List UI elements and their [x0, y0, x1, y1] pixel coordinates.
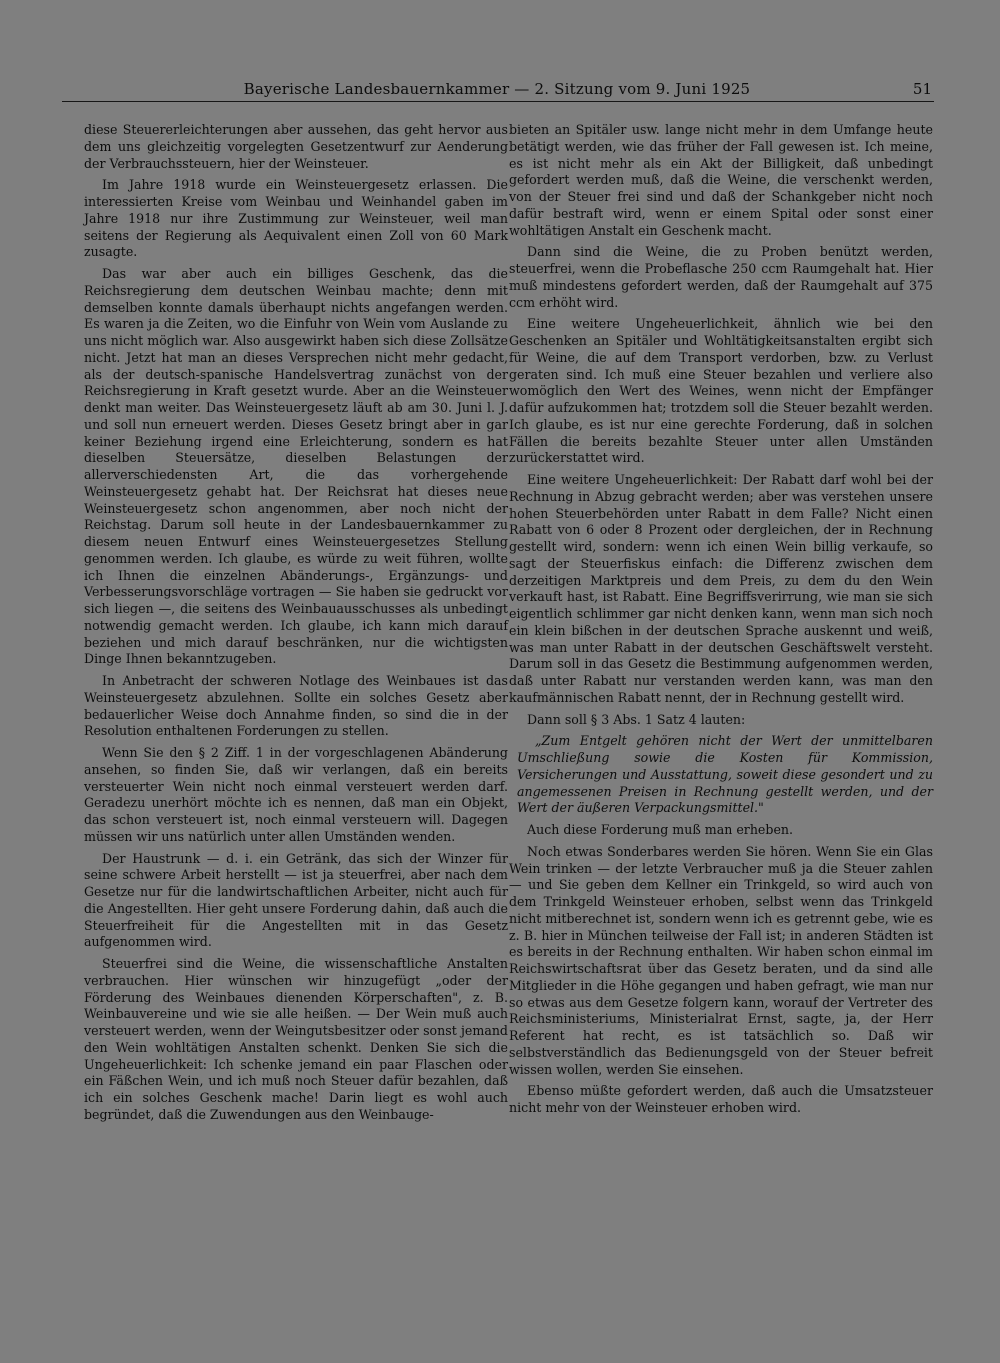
- paragraph: Noch etwas Sonderbares werden Sie hören. Wenn Sie ein Glas Wein trinken — der letzte Verbraucher muß ja die Steuer zahlen — und Sie geben dem Kellner ein Trinkgeld, so wird auch von dem Trinkgeld Weinsteuer erhoben, selbst wenn das Trinkgeld nicht mitberechnet ist, sondern wenn ich es getrennt gebe, wie es z. B. hier in München teilweise der Fall ist; in anderen Städten ist es bereits in der Rechnung enthalten. Wir haben schon einmal im Reichswirtschaftsrat über das Gesetz beraten, und da sind alle Mitglieder in die Höhe gegangen und haben gefragt, wie man nur so etwas aus dem Gesetze folgern kann, worauf der Vertreter des Reichsministeriums, Ministerialrat Ernst, sagte, ja, der Herr Referent hat recht, es ist tatsächlich so. Daß wir selbstverständlich das Bedienungsgeld von der Steuer befreit wissen wollen, werden Sie einsehen.: [509, 843, 933, 1077]
- quoted-paragraph: „Zum Entgelt gehören nicht der Wert der unmittelbaren Umschließung sowie die Kosten für Kommission, Versicherungen und Ausstattung, soweit diese gesondert und zu angemessenen Preisen in Rechnung gestellt werden, und der Wert der äußeren Verpackungsmittel.": [517, 733, 933, 816]
- paragraph: Im Jahre 1918 wurde ein Weinsteuergesetz erlassen. Die interessierten Kreise vom Weinbau und Weinhandel gaben im Jahre 1918 nur ihre Zustimmung zur Weinsteuer, weil man seitens der Regierung als Aequivalent einen Zoll von 60 Mark zusagte.: [84, 177, 508, 260]
- paragraph: Wenn Sie den § 2 Ziff. 1 in der vorgeschlagenen Abänderung ansehen, so finden Sie, daß wir verlangen, daß ein bereits versteuerter Wein nicht noch einmal versteuert werden darf. Geradezu unerhört möchte ich es nennen, daß man ein Objekt, das schon versteuert ist, noch einmal versteuern will. Dagegen müssen wir uns natürlich unter allen Umständen wenden.: [84, 745, 508, 844]
- paragraph: Eine weitere Ungeheuerlichkeit: Der Rabatt darf wohl bei der Rechnung in Abzug gebracht werden; aber was verstehen unsere hohen Steuerbehörden unter Rabatt in dem Falle? Nicht einen Rabatt von 6 oder 8 Prozent oder dergleichen, der in Rechnung gestellt wird, sondern: wenn ich einen Wein billig verkaufe, so sagt der Steuerfiskus einfach: die Differenz zwischen dem derzeitigen Marktpreis und dem Preis, zu dem du den Wein verkauft hast, ist Rabatt. Eine Begriffsverirrung, wie man sie sich eigentlich schlimmer gar nicht denken kann, wenn man sich noch ein klein bißchen in der deutschen Sprache auskennt und weiß, was man unter Rabatt in der deutschen Geschäftswelt versteht. Darum soll in das Gesetz die Bestimmung aufgenommen werden, daß unter Rabatt nur verstanden werden kann, was man den kaufmännischen Rabatt nennt, der in Rechnung gestellt wird.: [509, 472, 933, 705]
- paragraph: Der Haustrunk — d. i. ein Getränk, das sich der Winzer für seine schwere Arbeit herstellt — ist ja steuerfrei, aber nach dem Gesetze nur für die landwirtschaftlichen Arbeiter, nicht auch für die Angestellten. Hier geht unsere Forderung dahin, daß auch die Steuerfreiheit für die Angestellten mit in das Gesetz aufgenommen wird.: [84, 850, 508, 950]
- paragraph: Steuerfrei sind die Weine, die wissenschaftliche Anstalten verbrauchen. Hier wünschen wir hinzugefügt „oder der Förderung des Weinbaues dienenden Körperschaften", z. B. Weinbauvereine und wie sie alle heißen. — Der Wein muß auch versteuert werden, wenn der Weingutsbesitzer oder sonst jemand den Wein wohltätigen Anstalten schenkt. Denken Sie sich die Ungeheuerlichkeit: Ich schenke jemand ein paar Flaschen oder ein Fäßchen Wein, und ich muß noch Steuer dafür bezahlen, daß ich ein solches Geschenk mache! Darin liegt es wohl auch begründet, daß die Zuwendungen aus den Weinbauge-: [84, 956, 508, 1122]
- paragraph: Dann sind die Weine, die zu Proben benützt werden, steuerfrei, wenn die Probeflasche 250 ccm Raumgehalt hat. Hier muß mindestens gefordert werden, daß der Raumgehalt auf 375 ccm erhöht wird.: [509, 244, 933, 310]
- paragraph: In Anbetracht der schweren Notlage des Weinbaues ist das Weinsteuergesetz abzulehnen. Sollte ein solches Gesetz aber bedauerlicher Weise doch Annahme finden, so sind die in der Resolution enthaltenen Forderungen zu stellen.: [84, 673, 508, 739]
- right-column: [509, 122, 933, 1122]
- paragraph: Auch diese Forderung muß man erheben.: [527, 822, 794, 837]
- paragraph: Ebenso müßte gefordert werden, daß auch die Umsatzsteuer nicht mehr von der Weinsteuer erhoben wird.: [509, 1083, 933, 1115]
- paragraph: Das war aber auch ein billiges Geschenk, das die Reichsregierung dem deutschen Weinbau machte; denn mit demselben konnte damals überhaupt nichts angefangen werden. Es waren ja die Zeiten, wo die Einfuhr von Wein vom Auslande zu uns nicht möglich war. Also ausgewirkt haben sich diese Zollsätze nicht. Jetzt hat man an dieses Versprechen nicht mehr gedacht, als der deutsch-spanische Handelsvertrag zunächst von der Reichsregierung in Kraft gesetzt wurde. Aber an die Weinsteuer denkt man weiter. Das Weinsteuergesetz läuft ab am 30. Juni l. J. und soll nun erneuert werden. Dieses Gesetz bringt aber in gar keiner Beziehung irgend eine Erleichterung, sondern es hat dieselben Steuersätze, dieselben Belastungen der allerverschiedensten Art, die das vorhergehende Weinsteuergesetz gehabt hat. Der Reichsrat hat dieses neue Weinsteuergesetz schon angenommen, aber noch nicht der Reichstag. Darum soll heute in der Landesbauernkammer zu diesem neuen Entwurf eines Weinsteuergesetzes Stellung genommen werden. Ich glaube, es würde zu weit führen, wollte ich Ihnen die einzelnen Abänderungs-, Ergänzungs- und Verbesserungsvorschläge vortragen — Sie haben sie gedruckt vor sich liegen —, die seitens des Weinbauausschusses als unbedingt notwendig gemacht werden. Ich glaube, ich kann mich darauf beziehen und mich darauf beschränken, nur die wichtigsten Dinge Ihnen bekanntzugeben.: [84, 266, 508, 667]
- paragraph: Dann soll § 3 Abs. 1 Satz 4 lauten:: [527, 711, 746, 727]
- header-rule: [62, 101, 934, 102]
- running-header: [62, 80, 932, 100]
- left-column: [84, 122, 508, 1129]
- paragraph: bieten an Spitäler usw. lange nicht mehr in dem Umfange heute betätigt werden, wie das früher der Fall gewesen ist. Ich meine, es ist nicht mehr als ein Akt der Billigkeit, daß unbedingt gefordert werden muß, daß die Weine, die verschenkt werden, von der Steuer frei sind und daß der Schankgeber nicht noch dafür bestraft wird, wenn er einem Spital oder sonst einer wohltätigen Anstalt ein Geschenk macht.: [509, 122, 933, 238]
- paragraph: Eine weitere Ungeheuerlichkeit, ähnlich wie bei den Geschenken an Spitäler und Wohltätigkeitsanstalten ergibt sich für Weine, die auf dem Transport verdorben, bzw. zu Verlust geraten sind. Ich muß eine Steuer bezahlen und verliere also womöglich den Wert des Weines, wenn nicht der Empfänger dafür aufzukommen hat; trotzdem soll die Steuer bezahlt werden. Ich glaube, es ist nur eine gerechte Forderung, daß in solchen Fällen die bereits bezahlte Steuer unter allen Umständen zurückerstattet wird.: [509, 316, 933, 466]
- paragraph: diese Steuererleichterungen aber aussehen, das geht hervor aus dem uns gleichzeitig vorgelegten Gesetzentwurf zur Aenderung der Verbrauchssteuern, hier der Weinsteuer.: [84, 122, 508, 171]
- header-title: Bayerische Landesbauernkammer — 2. Sitzung vom 9. Juni 1925: [243, 80, 751, 98]
- page-number: 51: [912, 80, 932, 98]
